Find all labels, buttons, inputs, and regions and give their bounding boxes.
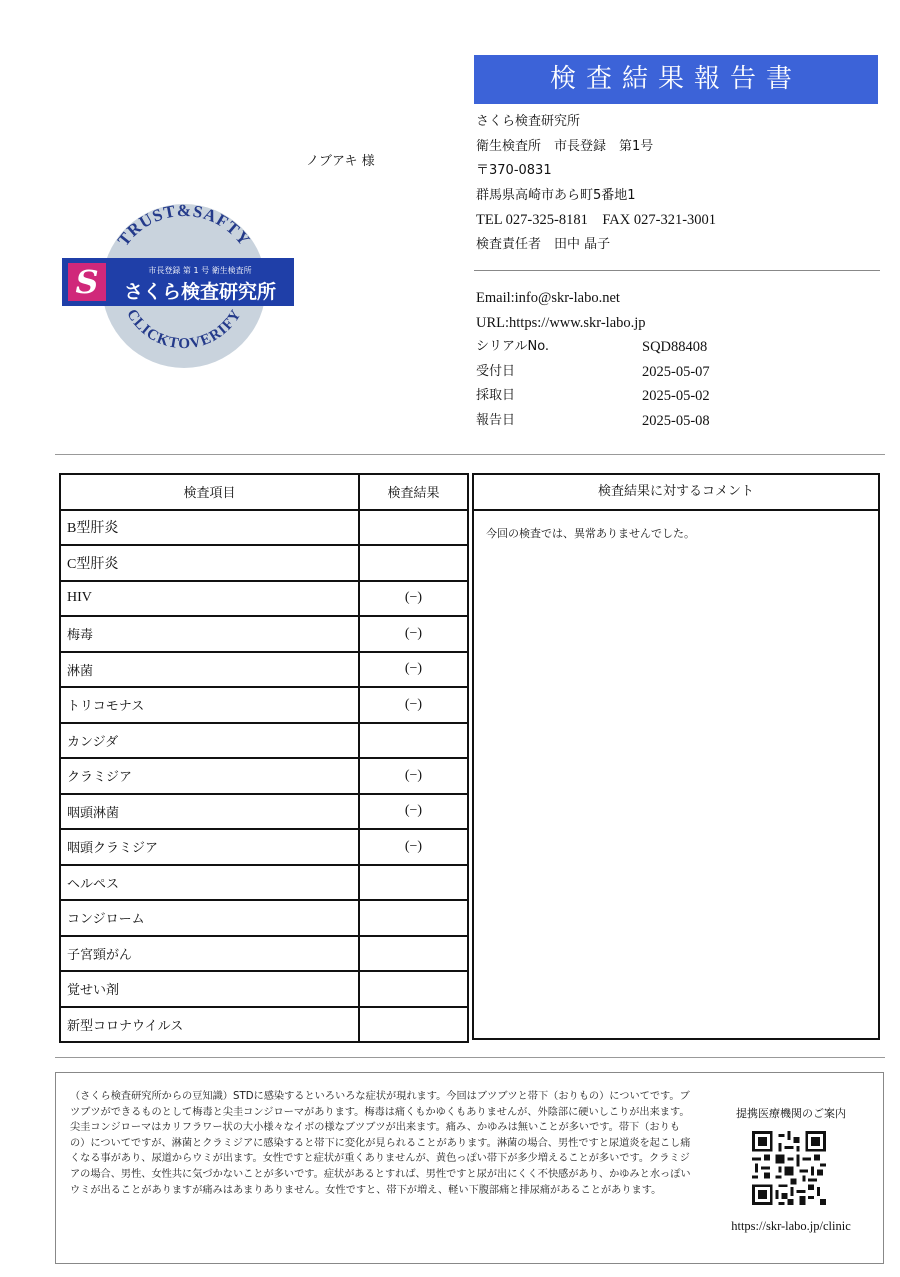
serial-value: SQD88408 [642, 339, 708, 355]
test-result: (−) [359, 581, 468, 617]
lab-url[interactable]: URL:https://www.skr-labo.jp [476, 314, 646, 331]
logo-banner-small: 市長登録 第 1 号 衛生検査所 [148, 266, 252, 275]
test-result: (−) [359, 687, 468, 723]
comment-text: 今回の検査では、異常ありませんでした。 [486, 527, 695, 540]
comment-panel [472, 473, 880, 1040]
test-result [359, 723, 468, 759]
test-result: (−) [359, 616, 468, 652]
table-row [60, 936, 468, 972]
test-result [359, 545, 468, 581]
trivia-text: （さくら検査研究所からの豆知識）STDに感染するといろいろな症状が現れます。今回はブツブツと帯下（おりもの）についてです。ブツブツができるものとして梅毒と尖圭コンジローマがあります。梅毒は痛くもかゆくもありませんが、外陰部に硬いしこりが出来ます。尖圭コンジローマはカリフラワー状の大小様々なイボの様なブツブツが出来ます。痛み、かゆみは無いことが多いです。帯下（おりもの）についてですが、淋菌とクラミジアに感染すると帯下に変化が見られることがあります。淋菌の場合、男性ですと尿道炎を起こし痛くなる事があり、尿道からウミが出ます。女性ですと症状が重くありませんが、黄色っぽい帯下が多少増えることが多いです。クラミジアの場合、男性、女性共に気づかないことが多いです。症状があるとすれば、男性ですと尿が出にくく不快感があり、かゆみと水っぽいウミが出ることがありますが痛みはあまりありません。女性ですと、帯下が増え、軽い下腹部痛と排尿痛があることがあります。 [70, 1091, 691, 1196]
serial-row [476, 335, 776, 360]
table-row [60, 545, 468, 581]
lab-info [476, 110, 716, 257]
test-item: 淋菌 [60, 652, 359, 688]
lab-responsible: 検査責任者 田中 晶子 [476, 236, 611, 252]
results-table [59, 473, 469, 1043]
divider [55, 1057, 885, 1058]
report-title: 検査結果報告書 [474, 55, 878, 104]
sakura-lab-logo [62, 190, 302, 380]
comment-heading: 検査結果に対するコメント [474, 475, 878, 511]
test-item: 新型コロナウイルス [60, 1007, 359, 1043]
lab-email[interactable]: Email:info@skr-labo.net [476, 290, 620, 306]
collected-date-value: 2025-05-02 [642, 388, 710, 404]
test-result: (−) [359, 829, 468, 865]
test-item: 咽頭クラミジア [60, 829, 359, 865]
test-result [359, 900, 468, 936]
table-header-row [60, 474, 468, 510]
test-item: B型肝炎 [60, 510, 359, 546]
patient-name: ノブアキ 様 [306, 154, 375, 169]
lab-registration: 衛生検査所 市長登録 第1号 [476, 138, 654, 154]
test-item: クラミジア [60, 758, 359, 794]
divider [474, 270, 880, 271]
table-row [60, 900, 468, 936]
footer-panel [55, 1072, 884, 1264]
test-result: (−) [359, 652, 468, 688]
lab-tel-fax: TEL 027-325-8181 FAX 027-321-3001 [476, 212, 717, 228]
table-row [60, 616, 468, 652]
test-result [359, 971, 468, 1007]
received-date-row [476, 360, 776, 385]
test-result [359, 1007, 468, 1043]
table-row [60, 865, 468, 901]
table-row [60, 794, 468, 830]
partner-clinic-url[interactable]: https://skr-labo.jp/clinic [731, 1219, 851, 1233]
received-date-label: 受付日 [476, 363, 516, 379]
test-item: HIV [60, 581, 359, 617]
test-item: コンジローム [60, 900, 359, 936]
logo-arc-top: TRUST&SAFTY [113, 200, 255, 250]
collected-date-row [476, 384, 776, 409]
lab-address: 群馬県高崎市あら町5番地1 [476, 187, 636, 203]
table-row [60, 687, 468, 723]
contact-info [476, 286, 776, 433]
partner-clinic-label: 提携医療機関のご案内 [736, 1107, 846, 1120]
report-date-label: 報告日 [476, 412, 516, 428]
logo-banner-name: さくら検査研究所 [123, 281, 277, 303]
table-row [60, 652, 468, 688]
table-row [60, 1007, 468, 1043]
test-item: C型肝炎 [60, 545, 359, 581]
test-item: トリコモナス [60, 687, 359, 723]
report-date-value: 2025-05-08 [642, 412, 710, 429]
table-row [60, 829, 468, 865]
test-result [359, 936, 468, 972]
lab-name: さくら検査研究所 [476, 114, 581, 129]
qr-code-icon[interactable] [752, 1131, 826, 1205]
table-row [60, 758, 468, 794]
col-header-result: 検査結果 [359, 474, 468, 510]
table-row [60, 723, 468, 759]
table-row [60, 581, 468, 617]
lab-postal-code: 〒370-0831 [476, 163, 552, 178]
test-item: 覚せい剤 [60, 971, 359, 1007]
test-item: ヘルペス [60, 865, 359, 901]
received-date-value: 2025-05-07 [642, 363, 710, 380]
logo-arc-bottom: CLICKTOVERIFY [123, 306, 245, 353]
test-result [359, 510, 468, 546]
test-item: 咽頭淋菌 [60, 794, 359, 830]
table-row [60, 971, 468, 1007]
serial-label: シリアルNo. [476, 339, 550, 354]
table-row [60, 510, 468, 546]
test-result: (−) [359, 758, 468, 794]
test-item: カンジダ [60, 723, 359, 759]
test-item: 梅毒 [60, 616, 359, 652]
collected-date-label: 採取日 [476, 388, 516, 403]
col-header-item: 検査項目 [60, 474, 359, 510]
divider [55, 454, 885, 455]
report-date-row [476, 409, 776, 434]
test-result [359, 865, 468, 901]
test-item: 子宮頸がん [60, 936, 359, 972]
test-result: (−) [359, 794, 468, 830]
logo-badge-letter: S [75, 263, 99, 301]
